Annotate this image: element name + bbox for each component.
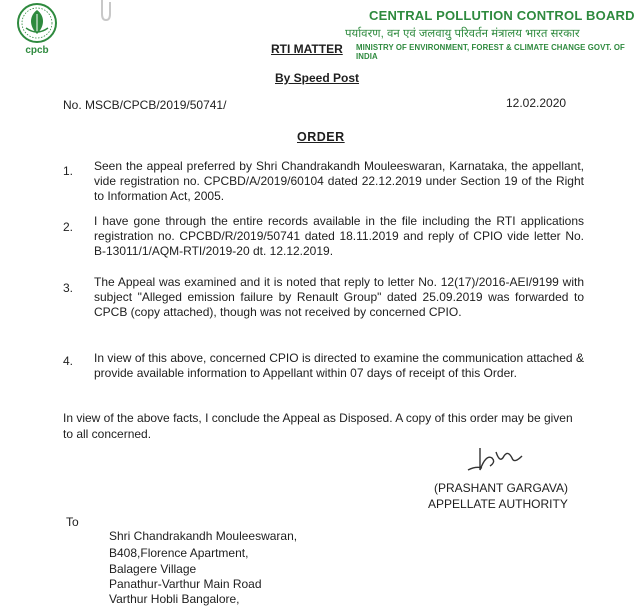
- para-2-text: I have gone through the entire records available in the file including the RTI applications registration no. CPCBD/R/2019/50741 dated 18.11.2019 and reply of CPIO vide letter No. B-13011/1/AQM-RTI/2019-20 dt. 12.12.2019.: [94, 214, 584, 258]
- para-3-text: The Appeal was examined and it is noted that reply to letter No. 12(17)/2016-AEI/9199 with subject "Alleged emission failure by Renault Group" dated 25.09.2019 was forwarded to CPCB (copy attached), though was not received by concerned CPIO.: [94, 275, 584, 319]
- cpcb-logo: [14, 2, 60, 56]
- order-title: ORDER: [297, 130, 345, 144]
- paperclip-mark: [96, 0, 116, 22]
- signature-mark: [466, 444, 526, 476]
- address-line-4: Panathur-Varthur Main Road: [109, 577, 262, 591]
- ministry-name: MINISTRY OF ENVIRONMENT, FOREST & CLIMATE CHANGE GOVT. OF INDIA: [356, 43, 625, 61]
- address-line-5: Varthur Hobli Bangalore,: [109, 592, 240, 606]
- signatory-name: (PRASHANT GARGAVA): [434, 481, 569, 495]
- to-label: To: [66, 515, 79, 529]
- speed-post-label: By Speed Post: [275, 71, 360, 85]
- para-1-text: Seen the appeal preferred by Shri Chandrakandh Mouleeswaran, Karnataka, the appellant, vide registration no. CPCBD/A/2019/60104 dated 22.12.2019 under Section 19 of the Right to Information Act, 2005.: [94, 159, 584, 203]
- para-2-number: 2.: [63, 220, 74, 234]
- para-4-number: 4.: [63, 354, 74, 368]
- signatory-designation: APPELLATE AUTHORITY: [428, 497, 568, 511]
- reference-number: No. MSCB/CPCB/2019/50741/: [63, 98, 227, 112]
- logo-text: cpcb: [25, 45, 49, 56]
- address-line-2: B408,Florence Apartment,: [109, 546, 249, 560]
- rti-matter-label: RTI MATTER: [271, 42, 343, 56]
- para-4-text: In view of this above, concerned CPIO is directed to examine the communication attached & provide available information to Appellant within 07 days of receipt of this Order.: [94, 351, 584, 380]
- para-1-number: 1.: [63, 164, 74, 178]
- conclusion-text: In view of the above facts, I conclude the Appeal as Disposed. A copy of this order may be given to all concerned.: [63, 411, 573, 441]
- letter-date: 12.02.2020: [506, 96, 567, 110]
- org-name-hindi: पर्यावरण, वन एवं जलवायु परिवर्तन मंत्रालय भारत सरकार: [345, 28, 580, 40]
- address-line-3: Balagere Village: [109, 562, 197, 576]
- org-name: CENTRAL POLLUTION CONTROL BOARD: [369, 8, 635, 23]
- address-line-1: Shri Chandrakandh Mouleeswaran,: [109, 529, 298, 543]
- para-3-number: 3.: [63, 281, 74, 295]
